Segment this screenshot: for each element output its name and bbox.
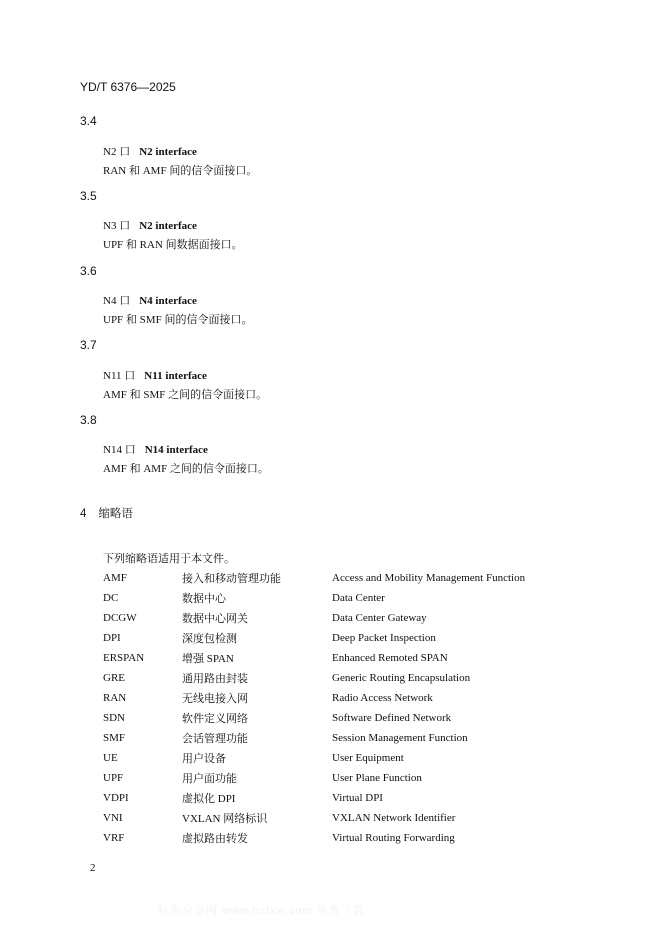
abbreviation-en: Enhanced Remoted SPAN <box>332 652 448 664</box>
abbreviation-table-body <box>103 568 525 848</box>
abbreviation-term: DPI <box>103 632 121 644</box>
abbreviation-row <box>103 688 525 708</box>
abbreviation-row <box>103 808 525 828</box>
abbreviation-zh: 用户面功能 <box>182 773 237 785</box>
abbreviation-intro: 下列缩略语适用于本文件。 <box>103 553 235 565</box>
abbreviation-row <box>103 768 525 788</box>
abbreviation-table <box>103 568 525 848</box>
abbreviation-row <box>103 708 525 728</box>
clause-heading <box>80 505 133 521</box>
abbreviation-zh: 深度包检测 <box>182 633 237 645</box>
abbreviation-zh: VXLAN 网络标识 <box>182 813 268 825</box>
abbreviation-zh: 虚拟路由转发 <box>182 833 248 845</box>
abbreviation-zh: 会话管理功能 <box>182 733 248 745</box>
abbreviation-term: SMF <box>103 732 126 744</box>
term-definition: AMF 和 AMF 之间的信令面接口。 <box>103 463 269 475</box>
abbreviation-term: UE <box>103 752 118 764</box>
clause-number: 4 <box>80 508 87 520</box>
abbreviation-term: DCGW <box>103 612 137 624</box>
abbreviation-en: Radio Access Network <box>332 692 433 704</box>
section-number: 3.6 <box>80 264 97 278</box>
term-definition: UPF 和 SMF 间的信令面接口。 <box>103 314 253 326</box>
section-number: 3.4 <box>80 114 97 128</box>
abbreviation-term: VDPI <box>103 792 129 804</box>
watermark-text: 标准分享网 www.bzfxw.com 免费下载 <box>158 905 365 917</box>
clause-title: 缩略语 <box>98 508 133 520</box>
abbreviation-en: Session Management Function <box>332 732 468 744</box>
abbreviation-row <box>103 628 525 648</box>
term-en: N2 interface <box>139 220 197 232</box>
term-definition: UPF 和 RAN 间数据面接口。 <box>103 239 243 251</box>
term-entry <box>103 143 197 159</box>
term-zh: N11 口 <box>103 370 136 382</box>
abbreviation-row <box>103 588 525 608</box>
abbreviation-row <box>103 728 525 748</box>
abbreviation-zh: 通用路由封装 <box>182 673 248 685</box>
abbreviation-zh: 增强 SPAN <box>182 653 234 665</box>
abbreviation-term: GRE <box>103 672 125 684</box>
page-number: 2 <box>90 862 96 874</box>
abbreviation-en: Software Defined Network <box>332 712 452 724</box>
abbreviation-term: AMF <box>103 572 127 584</box>
term-en: N4 interface <box>139 295 197 307</box>
term-zh: N4 口 <box>103 295 131 307</box>
term-en: N11 interface <box>144 370 207 382</box>
abbreviation-row <box>103 748 525 768</box>
abbreviation-row <box>103 788 525 808</box>
abbreviation-zh: 无线电接入网 <box>182 693 248 705</box>
term-zh: N14 口 <box>103 444 136 456</box>
abbreviation-row <box>103 668 525 688</box>
term-entry <box>103 441 208 457</box>
abbreviation-en: User Plane Function <box>332 772 422 784</box>
abbreviation-row <box>103 568 525 588</box>
abbreviation-zh: 用户设备 <box>182 753 226 765</box>
abbreviation-zh: 虚拟化 DPI <box>182 793 236 805</box>
term-en: N2 interface <box>139 146 197 158</box>
abbreviation-row <box>103 608 525 628</box>
abbreviation-term: SDN <box>103 712 126 724</box>
term-entry <box>103 292 197 308</box>
abbreviation-en: Data Center <box>332 592 385 604</box>
document-header: YD/T 6376—2025 <box>80 80 176 94</box>
abbreviation-term: UPF <box>103 772 124 784</box>
abbreviation-en: User Equipment <box>332 752 404 764</box>
abbreviation-en: Virtual DPI <box>332 792 383 804</box>
abbreviation-term: ERSPAN <box>103 652 145 664</box>
abbreviation-en: VXLAN Network Identifier <box>332 812 456 824</box>
abbreviation-en: Data Center Gateway <box>332 612 427 624</box>
abbreviation-term: VRF <box>103 832 125 844</box>
abbreviation-en: Access and Mobility Management Function <box>332 572 526 584</box>
abbreviation-row <box>103 648 525 668</box>
abbreviation-zh: 接入和移动管理功能 <box>182 573 281 585</box>
term-definition: AMF 和 SMF 之间的信令面接口。 <box>103 389 268 401</box>
section-number: 3.7 <box>80 338 97 352</box>
section-number: 3.5 <box>80 189 97 203</box>
abbreviation-term: RAN <box>103 692 127 704</box>
abbreviation-term: VNI <box>103 812 123 824</box>
section-number: 3.8 <box>80 413 97 427</box>
abbreviation-en: Generic Routing Encapsulation <box>332 672 471 684</box>
term-zh: N2 口 <box>103 146 131 158</box>
term-entry <box>103 367 207 383</box>
abbreviation-term: DC <box>103 592 119 604</box>
abbreviation-zh: 软件定义网络 <box>182 713 248 725</box>
abbreviation-row <box>103 828 525 848</box>
abbreviation-zh: 数据中心网关 <box>182 613 248 625</box>
term-zh: N3 口 <box>103 220 131 232</box>
term-entry <box>103 217 197 233</box>
abbreviation-en: Deep Packet Inspection <box>332 632 436 644</box>
term-en: N14 interface <box>144 444 208 456</box>
abbreviation-en: Virtual Routing Forwarding <box>332 832 455 844</box>
term-definition: RAN 和 AMF 间的信令面接口。 <box>103 165 258 177</box>
abbreviation-zh: 数据中心 <box>182 593 226 605</box>
